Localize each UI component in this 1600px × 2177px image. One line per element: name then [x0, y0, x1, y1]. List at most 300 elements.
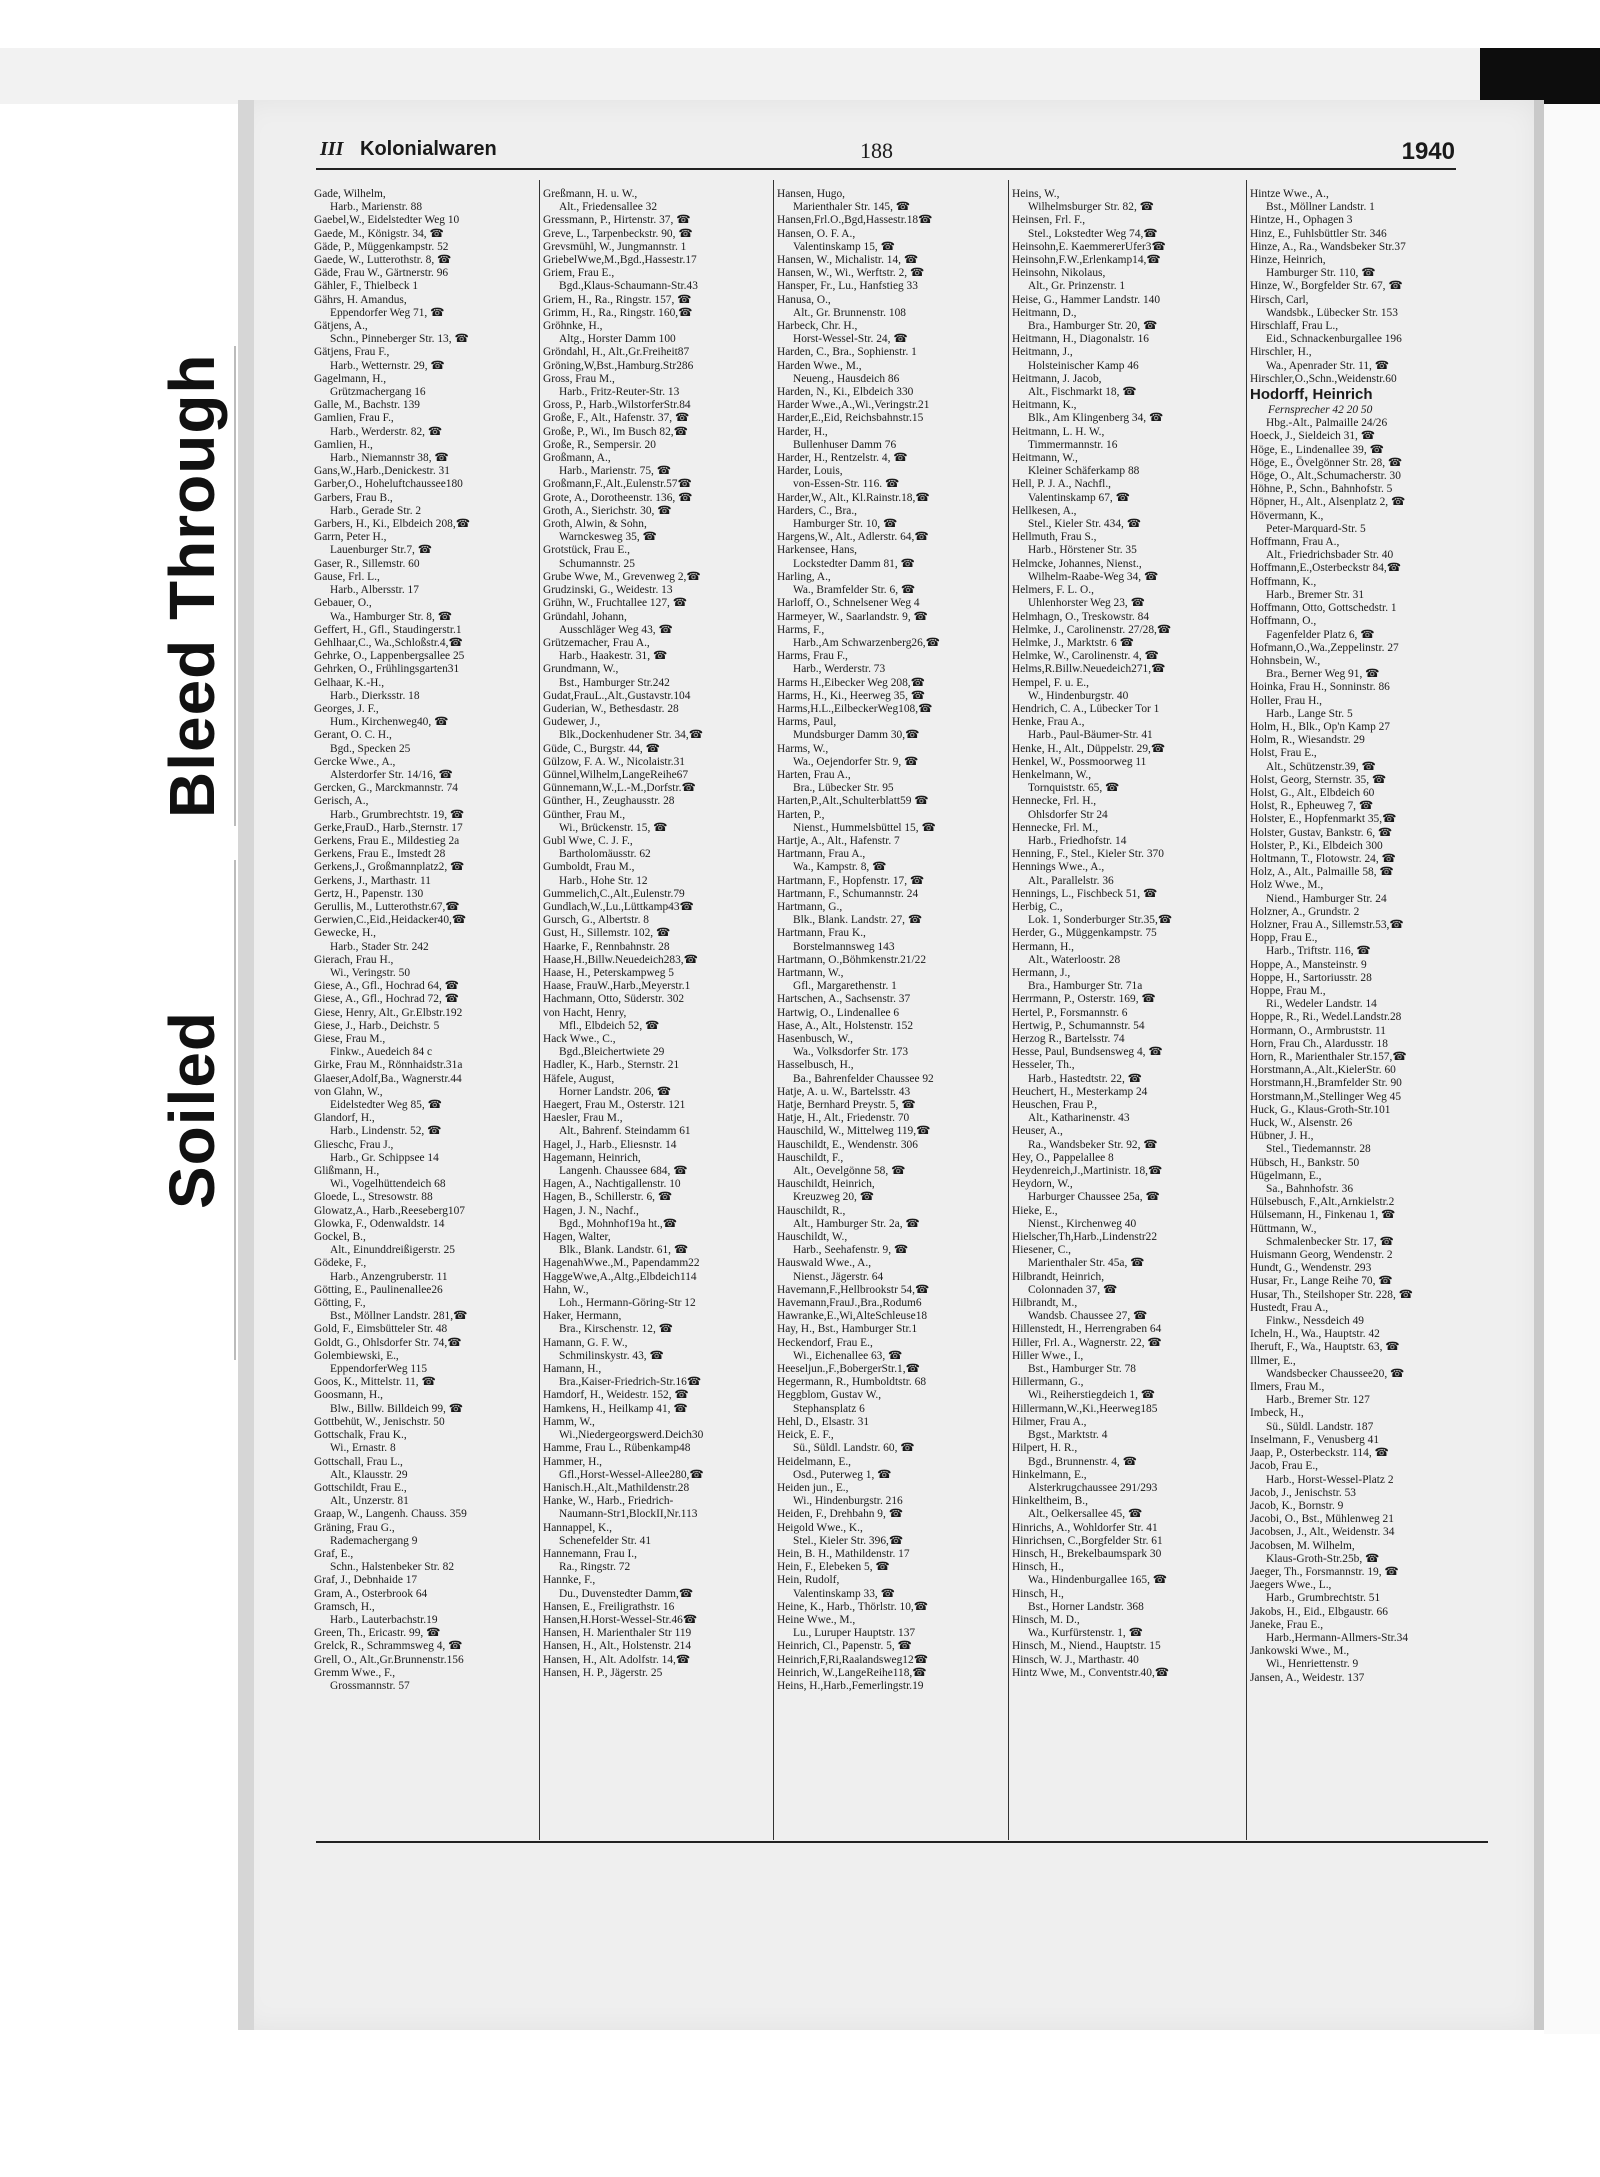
directory-entry: Holz, A., Alt., Palmaille 58, ☎	[1250, 866, 1394, 879]
directory-entry: Gramsch, H.,	[314, 1600, 375, 1613]
directory-entry-address: Harb., Bremer Str. 127	[1266, 1394, 1370, 1407]
directory-entry: Garber,O., Hoheluftchaussee180	[314, 478, 463, 491]
directory-entry: Gross, Frau M.,	[543, 372, 615, 385]
directory-entry: Jansen, A., Weidestr. 137	[1250, 1671, 1365, 1684]
directory-entry: Geffert, H., Gfl., Staudingerstr.1	[314, 623, 462, 636]
directory-entry: Hinz, E., Fuhlsbüttler Str. 346	[1250, 227, 1387, 240]
directory-entry-address: Harb., Hörstener Str. 35	[1028, 544, 1137, 557]
directory-entry: Hoppe, A., Mansteinstr. 9	[1250, 958, 1367, 971]
directory-entry: Gottschildt, Frau E.,	[314, 1481, 407, 1494]
directory-entry: Groth, Alwin, & Sohn,	[543, 518, 647, 531]
directory-entry: Icheln, H., Wa., Hauptstr. 42	[1250, 1328, 1380, 1341]
directory-entry-address: Lockstedter Damm 81, ☎	[793, 557, 915, 570]
directory-entry-address: Alt., Katharinenstr. 43	[1028, 1112, 1130, 1125]
footer-rule	[316, 1841, 1488, 1843]
directory-entry-address: Harb., Grumbrechtstr. 19, ☎	[330, 808, 465, 821]
directory-entry: Hirsch, Carl,	[1250, 293, 1309, 306]
directory-entry-address: Alt., Oelkersallee 45, ☎	[1028, 1508, 1143, 1521]
directory-entry-address: Grossmannstr. 57	[330, 1679, 410, 1692]
directory-entry: Hansen, Hugo,	[777, 188, 846, 200]
directory-entry: Harling, A.,	[777, 570, 831, 583]
directory-entry: Gottschall, Frau L.,	[314, 1455, 403, 1468]
directory-entry-address: W., Hindenburgstr. 40	[1028, 689, 1129, 702]
directory-entry: Hoffmann, K.,	[1250, 575, 1317, 588]
directory-entry: Harder,W., Alt., Kl.Rainstr.18,☎	[777, 491, 930, 504]
directory-entry: Helmke, J., Marktstr. 6 ☎	[1012, 636, 1134, 649]
directory-entry: Heuser, A.,	[1012, 1125, 1063, 1138]
directory-entry: Groth, A., Sierichstr. 30, ☎	[543, 504, 672, 517]
directory-entry: Hagen, B., Schillerstr. 6, ☎	[543, 1191, 673, 1204]
directory-entry-address: Mfl., Elbdeich 52, ☎	[559, 1019, 660, 1032]
directory-entry: Hinze, Heinrich,	[1250, 254, 1326, 267]
directory-entry-address: Harb., Grumbrechtstr. 51	[1266, 1592, 1381, 1605]
directory-entry: Haase,H.,Billw.Neuedeich283,☎	[543, 953, 698, 966]
directory-entry: Gaebel,W., Eidelstedter Weg 10	[314, 214, 460, 227]
directory-entry: Heitmann, L. H. W.,	[1012, 425, 1105, 438]
directory-entry-address: Bra., Kirschenstr. 12, ☎	[559, 1323, 673, 1336]
directory-entry: Große, P., Wi., Im Busch 82,☎	[543, 425, 688, 438]
directory-entry-address: Harb., Hohe Str. 12	[559, 874, 648, 887]
directory-entry: Griem, H., Ra., Ringstr. 157, ☎	[543, 293, 692, 306]
directory-entry: Hermann, J.,	[1012, 966, 1071, 979]
directory-entry: Holzner, Frau A., Sillemstr.53,☎	[1250, 918, 1404, 931]
directory-entry-address: Fagenfelder Platz 6, ☎	[1266, 628, 1375, 641]
directory-entry: Grühn, W., Fruchtallee 127, ☎	[543, 597, 687, 610]
directory-entry-address: Timmermannstr. 16	[1028, 438, 1118, 451]
directory-entry: Hauschildt, E., Wendenstr. 306	[777, 1138, 918, 1151]
directory-entry: Hilmer, Frau A.,	[1012, 1415, 1087, 1428]
directory-entry: Hartmann, F., Schumannstr. 24	[777, 887, 919, 900]
directory-entry: Henke, Frau A.,	[1012, 716, 1085, 729]
directory-entry: Hachmann, Otto, Süderstr. 302	[543, 993, 685, 1006]
directory-entry: Girke, Frau M., Rönnhaidstr.31a	[314, 1059, 463, 1072]
directory-entry: Hoffmann, O.,	[1250, 615, 1317, 628]
directory-entry-address: Harb.,Am Schwarzenberg26,☎	[793, 636, 940, 649]
directory-entry-address: Blk., Blank. Landstr. 27, ☎	[793, 914, 923, 927]
directory-entry: Höpner, H., Alt., Alsenplatz 2, ☎	[1250, 496, 1406, 509]
directory-entry: Havemann,F.,Hellbrookstr 54,☎	[777, 1283, 930, 1296]
directory-entry: Hamdorf, H., Weidestr. 152, ☎	[543, 1389, 689, 1402]
directory-entry-address: Harb., Friedhofstr. 14	[1028, 834, 1127, 847]
directory-entry-address: Harburger Chaussee 25a, ☎	[1028, 1191, 1160, 1204]
directory-entry: Gäde, P., Müggenkampstr. 52	[314, 240, 449, 253]
directory-entry-address: Bgd., Specken 25	[330, 742, 411, 755]
directory-entry: Höhne, P., Schn., Bahnhofstr. 5	[1250, 483, 1393, 496]
directory-entry: Güde, C., Burgstr. 44, ☎	[543, 742, 660, 755]
directory-entry: Heigold Wwe., K.,	[777, 1521, 863, 1534]
directory-entry: Glandorf, H.,	[314, 1112, 375, 1125]
directory-entry: HagenahWwe.,M., Papendamm22	[543, 1257, 700, 1270]
directory-entry: Harms, Paul,	[777, 716, 837, 729]
column-divider	[773, 180, 774, 1840]
directory-entry-address: Nienst., Jägerstr. 64	[793, 1270, 884, 1283]
directory-entry-address: Warnckesweg 35, ☎	[559, 531, 657, 544]
directory-entry: Graf, E.,	[314, 1547, 354, 1560]
directory-entry: Helmhagn, O., Treskowstr. 84	[1012, 610, 1150, 623]
directory-entry: Hamm, W.,	[543, 1415, 595, 1428]
directory-entry: Harbeck, Chr. H.,	[777, 320, 858, 333]
directory-entry: Gans,W.,Harb.,Denickestr. 31	[314, 465, 450, 478]
directory-entry: Heuchert, H., Mesterkamp 24	[1012, 1085, 1148, 1098]
directory-entry: Hillermann, G.,	[1012, 1376, 1084, 1389]
directory-entry-address: Alsterdorfer Str. 14/16, ☎	[330, 768, 453, 781]
directory-entry: Gamlien, Frau F.,	[314, 412, 394, 425]
directory-entry-address: Eid., Schnackenburgallee 196	[1266, 333, 1402, 346]
directory-entry: Heiden, F., Drehbahn 9, ☎	[777, 1508, 903, 1521]
directory-entry: Hieke, E.,	[1012, 1204, 1058, 1217]
directory-entry-address: Harb., Werderstr. 82, ☎	[330, 425, 443, 438]
directory-entry: Holler, Frau H.,	[1250, 694, 1322, 707]
directory-entry: Jacobsen, J., Alt., Weidenstr. 34	[1250, 1526, 1395, 1539]
directory-entry: Heitmann, J.,	[1012, 346, 1073, 359]
directory-entry: Hofmann,O.,Wa.,Zeppelinstr. 27	[1250, 641, 1399, 654]
directory-entry-address: Wandsb. Chaussee 27, ☎	[1028, 1310, 1148, 1323]
directory-entry: Günnel,Wilhelm,LangeReihe67	[543, 768, 689, 781]
directory-entry: Gätjens, Frau F.,	[314, 346, 390, 359]
scan-top-margin	[0, 48, 1480, 104]
directory-entry: Hartmann, W.,	[777, 966, 844, 979]
directory-entry: Hansen,H.Horst-Wessel-Str.46☎	[543, 1613, 698, 1626]
directory-entry: Husar, Th., Steilshoper Str. 228, ☎	[1250, 1288, 1413, 1301]
directory-entry: Hagel, J., Harb., Eliesnstr. 14	[543, 1138, 677, 1151]
directory-entry: Harden, C., Bra., Sophienstr. 1	[777, 346, 917, 359]
directory-entry: Günther, H., Zeughausstr. 28	[543, 795, 675, 808]
directory-entry: Gummelich,C.,Alt.,Eulenstr.79	[543, 887, 685, 900]
directory-entry: Harmeyer, W., Saarlandstr. 9, ☎	[777, 610, 928, 623]
directory-entry: Garbers, H., Ki., Elbdeich 208,☎	[314, 518, 470, 531]
directory-entry: Hasselbusch, H.,	[777, 1059, 854, 1072]
directory-entry: Hatje, Bernhard Preystr. 5, ☎	[777, 1099, 916, 1112]
directory-entry: Hinkeltheim, B.,	[1012, 1495, 1088, 1508]
directory-entry: Harden, N., Ki., Elbdeich 330	[777, 386, 914, 399]
directory-entry-address: Lu., Luruper Hauptstr. 137	[793, 1627, 916, 1640]
directory-entry-address: Ba., Bahrenfelder Chaussee 92	[793, 1072, 934, 1085]
directory-entry: Horstmann,M.,Stellinger Weg 45	[1250, 1090, 1402, 1103]
directory-entry: Hanisch.H.,Alt.,Mathildenstr.28	[543, 1481, 690, 1494]
directory-entry: Gäde, Frau W., Gärtnerstr. 96	[314, 267, 449, 280]
section-title: Kolonialwaren	[360, 138, 497, 160]
directory-entry: Hohnsbein, W.,	[1250, 654, 1321, 667]
directory-entry: Heidelmann, E.,	[777, 1455, 852, 1468]
directory-entry: Gudewer, J.,	[543, 716, 601, 729]
directory-entry-address: Harb., Marienstr. 88	[330, 201, 423, 214]
directory-entry-address: Colonnaden 37, ☎	[1028, 1283, 1118, 1296]
directory-entry-address: Gfl.,Horst-Wessel-Allee280,☎	[559, 1468, 704, 1481]
directory-entry: Hoppe, H., Sartoriusstr. 28	[1250, 971, 1372, 984]
page-right-edge	[1534, 100, 1544, 2030]
page-number: 188	[860, 138, 893, 163]
directory-entry-address: Loh., Hermann-Göring-Str 12	[559, 1297, 696, 1310]
directory-entry: Hiesener, C.,	[1012, 1244, 1072, 1257]
directory-entry: Große, F., Alt., Hafenstr. 37, ☎	[543, 412, 690, 425]
directory-entry-address: Finkw., Auedeich 84 c	[330, 1046, 433, 1059]
directory-entry: Hellmuth, Frau S.,	[1012, 531, 1097, 544]
directory-entry-address: Niend., Hamburger Str. 24	[1266, 892, 1387, 905]
directory-entry-address: Alt., Hamburger Str. 2a, ☎	[793, 1217, 920, 1230]
directory-entry: Hehl, D., Elsastr. 31	[777, 1415, 870, 1428]
directory-entry: Hennings Wwe., A.,	[1012, 861, 1105, 874]
directory-entry: Holst, R., Epheuweg 7, ☎	[1250, 800, 1374, 813]
directory-entry: Heydenreich,J.,Martinistr. 18,☎	[1012, 1165, 1163, 1178]
directory-entry-address: Sa., Bahnhofstr. 36	[1266, 1183, 1354, 1196]
directory-entry: Günther, Frau M.,	[543, 808, 626, 821]
directory-entry: Gudat,FrauL.,Alt.,Gustavstr.104	[543, 689, 691, 702]
directory-entry: Giese, A., Gfl., Hochrad 64, ☎	[314, 980, 459, 993]
directory-entry: Hannke, F.,	[543, 1574, 596, 1587]
directory-entry: Gaede, M., Königstr. 34, ☎	[314, 227, 444, 240]
directory-entry: Jakobs, H., Eid., Elbgaustr. 66	[1250, 1605, 1388, 1618]
directory-entry: Gressmann, P., Hirtenstr. 37, ☎	[543, 214, 691, 227]
directory-entry-address: Wi., Veringstr. 50	[330, 966, 411, 979]
directory-entry: Heggblom, Gustav W.,	[777, 1389, 882, 1402]
directory-entry: Hinsch, M. D.,	[1012, 1613, 1080, 1626]
directory-entry: Holst, Frau E.,	[1250, 747, 1317, 760]
directory-entry: Hustedt, Frau A.,	[1250, 1301, 1329, 1314]
directory-entry: Graf, J., Debnhaide 17	[314, 1574, 418, 1587]
directory-entry-address: Alt., Einunddreißigerstr. 25	[330, 1244, 455, 1257]
directory-entry: Hansen,Frl.O.,Bgd,Hassestr.18☎	[777, 214, 933, 227]
directory-entry-address: Bra., Berner Weg 91, ☎	[1266, 668, 1380, 681]
directory-entry-address: Harb., Wetternstr. 29, ☎	[330, 359, 445, 372]
directory-entry-address: Sü., Süldl. Landstr. 187	[1266, 1420, 1374, 1433]
directory-entry: Harms, W.,	[777, 742, 829, 755]
directory-entry: Hannemann, Frau I.,	[543, 1547, 637, 1560]
directory-entry: Goosmann, H.,	[314, 1389, 383, 1402]
directory-entry: Gröndahl, H., Alt.,Gr.Freiheit87	[543, 346, 690, 359]
directory-entry: Gödeke, F.,	[314, 1257, 367, 1270]
directory-entry-address: Alt., Friedrichsbader Str. 40	[1266, 549, 1394, 562]
directory-entry: Glieschc, Frau J.,	[314, 1138, 394, 1151]
directory-entry-address: Peter-Marquard-Str. 5	[1266, 522, 1366, 535]
directory-entry-address: Langenh. Chaussee 684, ☎	[559, 1165, 688, 1178]
directory-entry-address: Schn., Halstenbeker Str. 82	[330, 1561, 455, 1574]
directory-entry-address: Harb., Stader Str. 242	[330, 940, 429, 953]
directory-entry: Huck, W., Alsenstr. 26	[1250, 1117, 1353, 1130]
directory-entry-address: Horner Landstr. 206, ☎	[559, 1085, 671, 1098]
directory-entry-address: Alt., Parallelstr. 36	[1028, 874, 1114, 887]
directory-entry: Hartwig, O., Lindenallee 6	[777, 1006, 900, 1019]
directory-entry: Großmann, A.,	[543, 452, 611, 465]
directory-entry: Gerke,FrauD., Harb.,Sternstr. 17	[314, 821, 463, 834]
directory-entry: Iheruft, F., Wa., Hauptstr. 63, ☎	[1250, 1341, 1400, 1354]
directory-entry-address: Alt., Waterloostr. 28	[1028, 953, 1121, 966]
directory-entry: Jaegers Wwe., L.,	[1250, 1579, 1332, 1592]
directory-entry-address: Borstelmannsweg 143	[793, 940, 895, 953]
directory-entry: Herbig, C.,	[1012, 900, 1063, 913]
directory-entry: Gloede, L., Stresowstr. 88	[314, 1191, 433, 1204]
directory-entry: Grote, A., Dorotheenstr. 136, ☎	[543, 491, 693, 504]
directory-entry: Gerkens, J., Marthastr. 11	[314, 874, 431, 887]
directory-entry: Ilmers, Frau M.,	[1250, 1381, 1325, 1394]
directory-entry: Hilbrandt, M.,	[1012, 1297, 1078, 1310]
directory-entry: Grell, O., Alt.,Gr.Brunnenstr.156	[314, 1653, 464, 1666]
directory-entry-address: Klaus-Groth-Str.25b, ☎	[1266, 1552, 1380, 1565]
directory-entry-address: Harb., Anzengruberstr. 11	[330, 1270, 448, 1283]
directory-entry-address: Ra., Wandsbeker Str. 92, ☎	[1028, 1138, 1158, 1151]
directory-entry: Höge, E., Övelgönner Str. 28, ☎	[1250, 456, 1403, 469]
directory-entry: Hansen, W., Michalistr. 14, ☎	[777, 254, 919, 267]
directory-entry: Hinsch, M., Niend., Hauptstr. 15	[1012, 1640, 1161, 1653]
directory-entry-address: Bullenhuser Damm 76	[793, 438, 897, 451]
directory-entry: Heine, K., Harb., Thörlstr. 10,☎	[777, 1600, 928, 1613]
directory-entry: Inselmann, F., Venusberg 41	[1250, 1433, 1380, 1446]
directory-entry: Gerkens,J., Großmannplatz2, ☎	[314, 861, 465, 874]
directory-entry: Garbers, Frau B.,	[314, 491, 393, 504]
directory-entry-address: Uhlenhorster Weg 23, ☎	[1028, 597, 1145, 610]
directory-entry: Hennings, L., Fischbeck 51, ☎	[1012, 887, 1158, 900]
directory-entry: Heitmann, J. Jacob,	[1012, 372, 1102, 385]
header-rule	[316, 168, 1456, 170]
section-code: III	[320, 138, 344, 160]
directory-entry: Hauswald Wwe., A.,	[777, 1257, 872, 1270]
directory-entry: Giese, J., Harb., Deichstr. 5	[314, 1019, 440, 1032]
directory-entry: Harten,P.,Alt.,Schulterblatt59 ☎	[777, 795, 929, 808]
directory-entry-address: Wa., Kurfürstenstr. 1, ☎	[1028, 1627, 1143, 1640]
directory-entry: Horstmann,A.,Alt.,KielerStr. 60	[1250, 1064, 1396, 1077]
directory-entry: Henkelmann, W.,	[1012, 768, 1092, 781]
directory-entry-address: Schenefelder Str. 41	[559, 1534, 652, 1547]
directory-entry: Großmann,F.,Alt.,Eulenstr.57☎	[543, 478, 692, 491]
directory-entry: Hillermann,W.,Ki.,Heerweg185	[1012, 1402, 1158, 1415]
directory-entry: Holzner, A., Grundstr. 2	[1250, 905, 1360, 918]
directory-entry: Heinsohn,E. KaemmererUfer3☎	[1012, 240, 1166, 253]
directory-entry: Hagen, A., Nachtigallenstr. 10	[543, 1178, 681, 1191]
directory-entry: Jaeger, Th., Forsmannstr. 19, ☎	[1250, 1565, 1399, 1578]
directory-entry: Jacobi, O., Bst., Mühlenweg 21	[1250, 1513, 1394, 1526]
directory-entry: Glißmann, H.,	[314, 1165, 380, 1178]
directory-entry-address: Wi., Hindenburgstr. 216	[793, 1495, 903, 1508]
directory-entry: Gröning,W,Bst.,Hamburg.Str286	[543, 359, 694, 372]
directory-entry: Hiller, Frl. A., Wagnerstr. 22, ☎	[1012, 1336, 1162, 1349]
directory-entry-address: Harb., Lindenstr. 52, ☎	[330, 1125, 442, 1138]
column-divider	[539, 180, 540, 1840]
directory-entry: Hillenstedt, H., Herrengraben 64	[1012, 1323, 1162, 1336]
directory-entry: Hielscher,Th,Harb.,Lindenstr22	[1012, 1231, 1158, 1244]
directory-entry: Hadler, K., Harb., Sternstr. 21	[543, 1059, 680, 1072]
directory-entry: Herzog R., Bartelsstr. 74	[1012, 1033, 1125, 1045]
directory-entry-address: Schn., Pinneberger Str. 13, ☎	[330, 333, 469, 346]
directory-entry: Hesse, Paul, Bundsensweg 4, ☎	[1012, 1046, 1163, 1059]
directory-entry-address: Bgd.,Bleichertwiete 29	[559, 1046, 665, 1059]
directory-entry: Heitmann, H., Diagonalstr. 16	[1012, 333, 1149, 346]
directory-column-3	[777, 188, 1005, 1838]
directory-entry-address: Harb., Horst-Wessel-Platz 2	[1266, 1473, 1394, 1486]
directory-entry: Glaeser,Adolf,Ba., Wagnerstr.44	[314, 1072, 462, 1085]
directory-entry: Harms, F.,	[777, 623, 825, 636]
directory-entry: Hagemann, Heinrich,	[543, 1151, 641, 1164]
directory-entry: Hoffmann, Frau A.,	[1250, 536, 1340, 549]
directory-entry-address: Eidelstedter Weg 85, ☎	[330, 1099, 442, 1112]
directory-entry-address: Alt., Friedensallee 32	[559, 201, 658, 214]
directory-entry: Hamme, Frau L., Rübenkamp48	[543, 1442, 691, 1455]
directory-entry: Georges, J. F.,	[314, 702, 379, 715]
directory-entry-address: Harb., Niemannstr 38, ☎	[330, 452, 449, 465]
directory-entry: Grundmann, W.,	[543, 663, 619, 676]
directory-entry: Hoffmann, Otto, Gottschedstr. 1	[1250, 602, 1397, 615]
directory-entry-address: Wi.,Niedergeorgswerd.Deich30	[559, 1429, 704, 1442]
directory-entry: Holm, H., Blk., Op'n Kamp 27	[1250, 720, 1391, 733]
directory-entry: Große, R., Sempersir. 20	[543, 438, 656, 451]
directory-entry: Hiller Wwe., I.,	[1012, 1349, 1084, 1362]
directory-entry-address: Wilhelmsburger Str. 82, ☎	[1028, 201, 1154, 214]
directory-entry: Günnemann,W.,L.-M.,Dorfstr.☎	[543, 782, 696, 795]
directory-entry: Hansen, E., Freiligrathstr. 16	[543, 1600, 675, 1613]
directory-entry: Jankowski Wwe., M.,	[1250, 1645, 1350, 1658]
directory-entry: Griem, Frau E.,	[543, 267, 615, 280]
directory-entry: Gold, F., Eimsbütteler Str. 48	[314, 1323, 448, 1336]
directory-entry: Goos, K., Mittelstr. 11, ☎	[314, 1376, 436, 1389]
directory-entry: Heins, W.,	[1012, 188, 1060, 200]
directory-entry-address: Bst., Hamburger Str. 78	[1028, 1363, 1136, 1376]
directory-entry-address: Hamburger Str. 110, ☎	[1266, 267, 1376, 280]
directory-entry-address: Stel., Kieler Str. 396,☎	[793, 1534, 904, 1547]
directory-entry: Gehrken, O., Frühlingsgarten31	[314, 663, 460, 676]
directory-entry-address: Marienthaler Str. 45a, ☎	[1028, 1257, 1145, 1270]
directory-entry: Hülsebusch, F.,Alt.,Arnkielstr.2	[1250, 1196, 1395, 1209]
directory-entry: Gamlien, H.,	[314, 438, 373, 451]
directory-entry: Herrmann, P., Osterstr. 169, ☎	[1012, 993, 1156, 1006]
directory-entry: Hansen, W., Wi., Werftstr. 2, ☎	[777, 267, 925, 280]
directory-entry-address: Bst., Horner Landstr. 368	[1028, 1600, 1144, 1613]
directory-entry: Haegert, Frau M., Osterstr. 121	[543, 1099, 686, 1112]
directory-entry: Gremm Wwe., F.,	[314, 1666, 396, 1679]
directory-entry: Hargens,W., Alt., Adlerstr. 64,☎	[777, 531, 929, 544]
directory-entry-address: Kleiner Schäferkamp 88	[1028, 465, 1140, 478]
directory-entry: Hauschildt, W.,	[777, 1231, 848, 1244]
directory-entry: Hinsch, H.,	[1012, 1561, 1064, 1574]
directory-entry-address: Ohlsdorfer Str 24	[1028, 808, 1108, 821]
directory-entry: Hintz Wwe, M., Conventstr.40,☎	[1012, 1666, 1169, 1679]
directory-entry-address: Harb., Lauterbachstr.19	[330, 1613, 438, 1626]
directory-entry: HaggeWwe,A.,Altg.,Elbdeich114	[543, 1270, 697, 1283]
directory-entry: Henning, F., Stel., Kieler Str. 370	[1012, 848, 1164, 861]
directory-entry: Holz Wwe., M.,	[1250, 879, 1324, 892]
directory-entry: Giese, Frau M.,	[314, 1033, 386, 1045]
directory-entry-address: Bra.,Kaiser-Friedrich-Str.16☎	[559, 1376, 702, 1389]
directory-entry: Hansper, Fr., Lu., Hanfstieg 33	[777, 280, 918, 293]
directory-entry: Gram, A., Osterbrook 64	[314, 1587, 428, 1600]
directory-entry: Hagen, J. N., Nachf.,	[543, 1204, 639, 1217]
directory-entry-address: Wi., Ernastr. 8	[330, 1442, 396, 1455]
directory-entry: Jacob, J., Jenischstr. 53	[1250, 1486, 1356, 1499]
directory-entry-address: Marienthaler Str. 145, ☎	[793, 201, 910, 214]
directory-entry-address: Harb., Marienstr. 75, ☎	[559, 465, 671, 478]
directory-entry-address: Horst-Wessel-Str. 24, ☎	[793, 333, 908, 346]
directory-entry-address: Bgst., Marktstr. 4	[1028, 1429, 1108, 1442]
directory-entry-address: Alt., Fischmarkt 18, ☎	[1028, 386, 1137, 399]
adjacent-page-edge	[1544, 104, 1600, 2034]
directory-entry-address: Bgd.,Klaus-Schaumann-Str.43	[559, 280, 698, 293]
directory-entry: Grelck, R., Schrammsweg 4, ☎	[314, 1640, 463, 1653]
directory-entry: Höge, O., Alt.,Schumacherstr. 30	[1250, 470, 1401, 483]
directory-entry: Harder,E.,Eid, Reichsbahnstr.15	[777, 412, 924, 425]
directory-entry-address: Bst., Möllner Landstr. 281,☎	[330, 1310, 468, 1323]
directory-entry: Grudzinski, G., Weidestr. 13	[543, 584, 673, 597]
directory-entry-address: Neueng., Hausdeich 86	[793, 372, 900, 385]
directory-entry: Hein, Rudolf,	[777, 1574, 840, 1587]
directory-entry: Hellkesen, A.,	[1012, 504, 1077, 517]
directory-column-5	[1250, 188, 1486, 1838]
directory-entry: Hatje, H., Alt., Friedenstr. 70	[777, 1112, 910, 1125]
directory-entry-address: Nienst., Hummelsbüttel 15, ☎	[793, 821, 936, 834]
directory-entry: Heuschen, Frau P.,	[1012, 1099, 1098, 1112]
directory-entry: Heitmann, K.,	[1012, 399, 1077, 412]
directory-entry: Jacob, K., Bornstr. 9	[1250, 1499, 1344, 1512]
directory-entry: Grützemacher, Frau A.,	[543, 636, 650, 649]
directory-entry: Gaede, W., Lutterothstr. 8, ☎	[314, 254, 452, 267]
directory-entry: Hennecke, Frl. H.,	[1012, 795, 1097, 808]
directory-entry: Hinrichs, A., Wohldorfer Str. 41	[1012, 1521, 1158, 1534]
